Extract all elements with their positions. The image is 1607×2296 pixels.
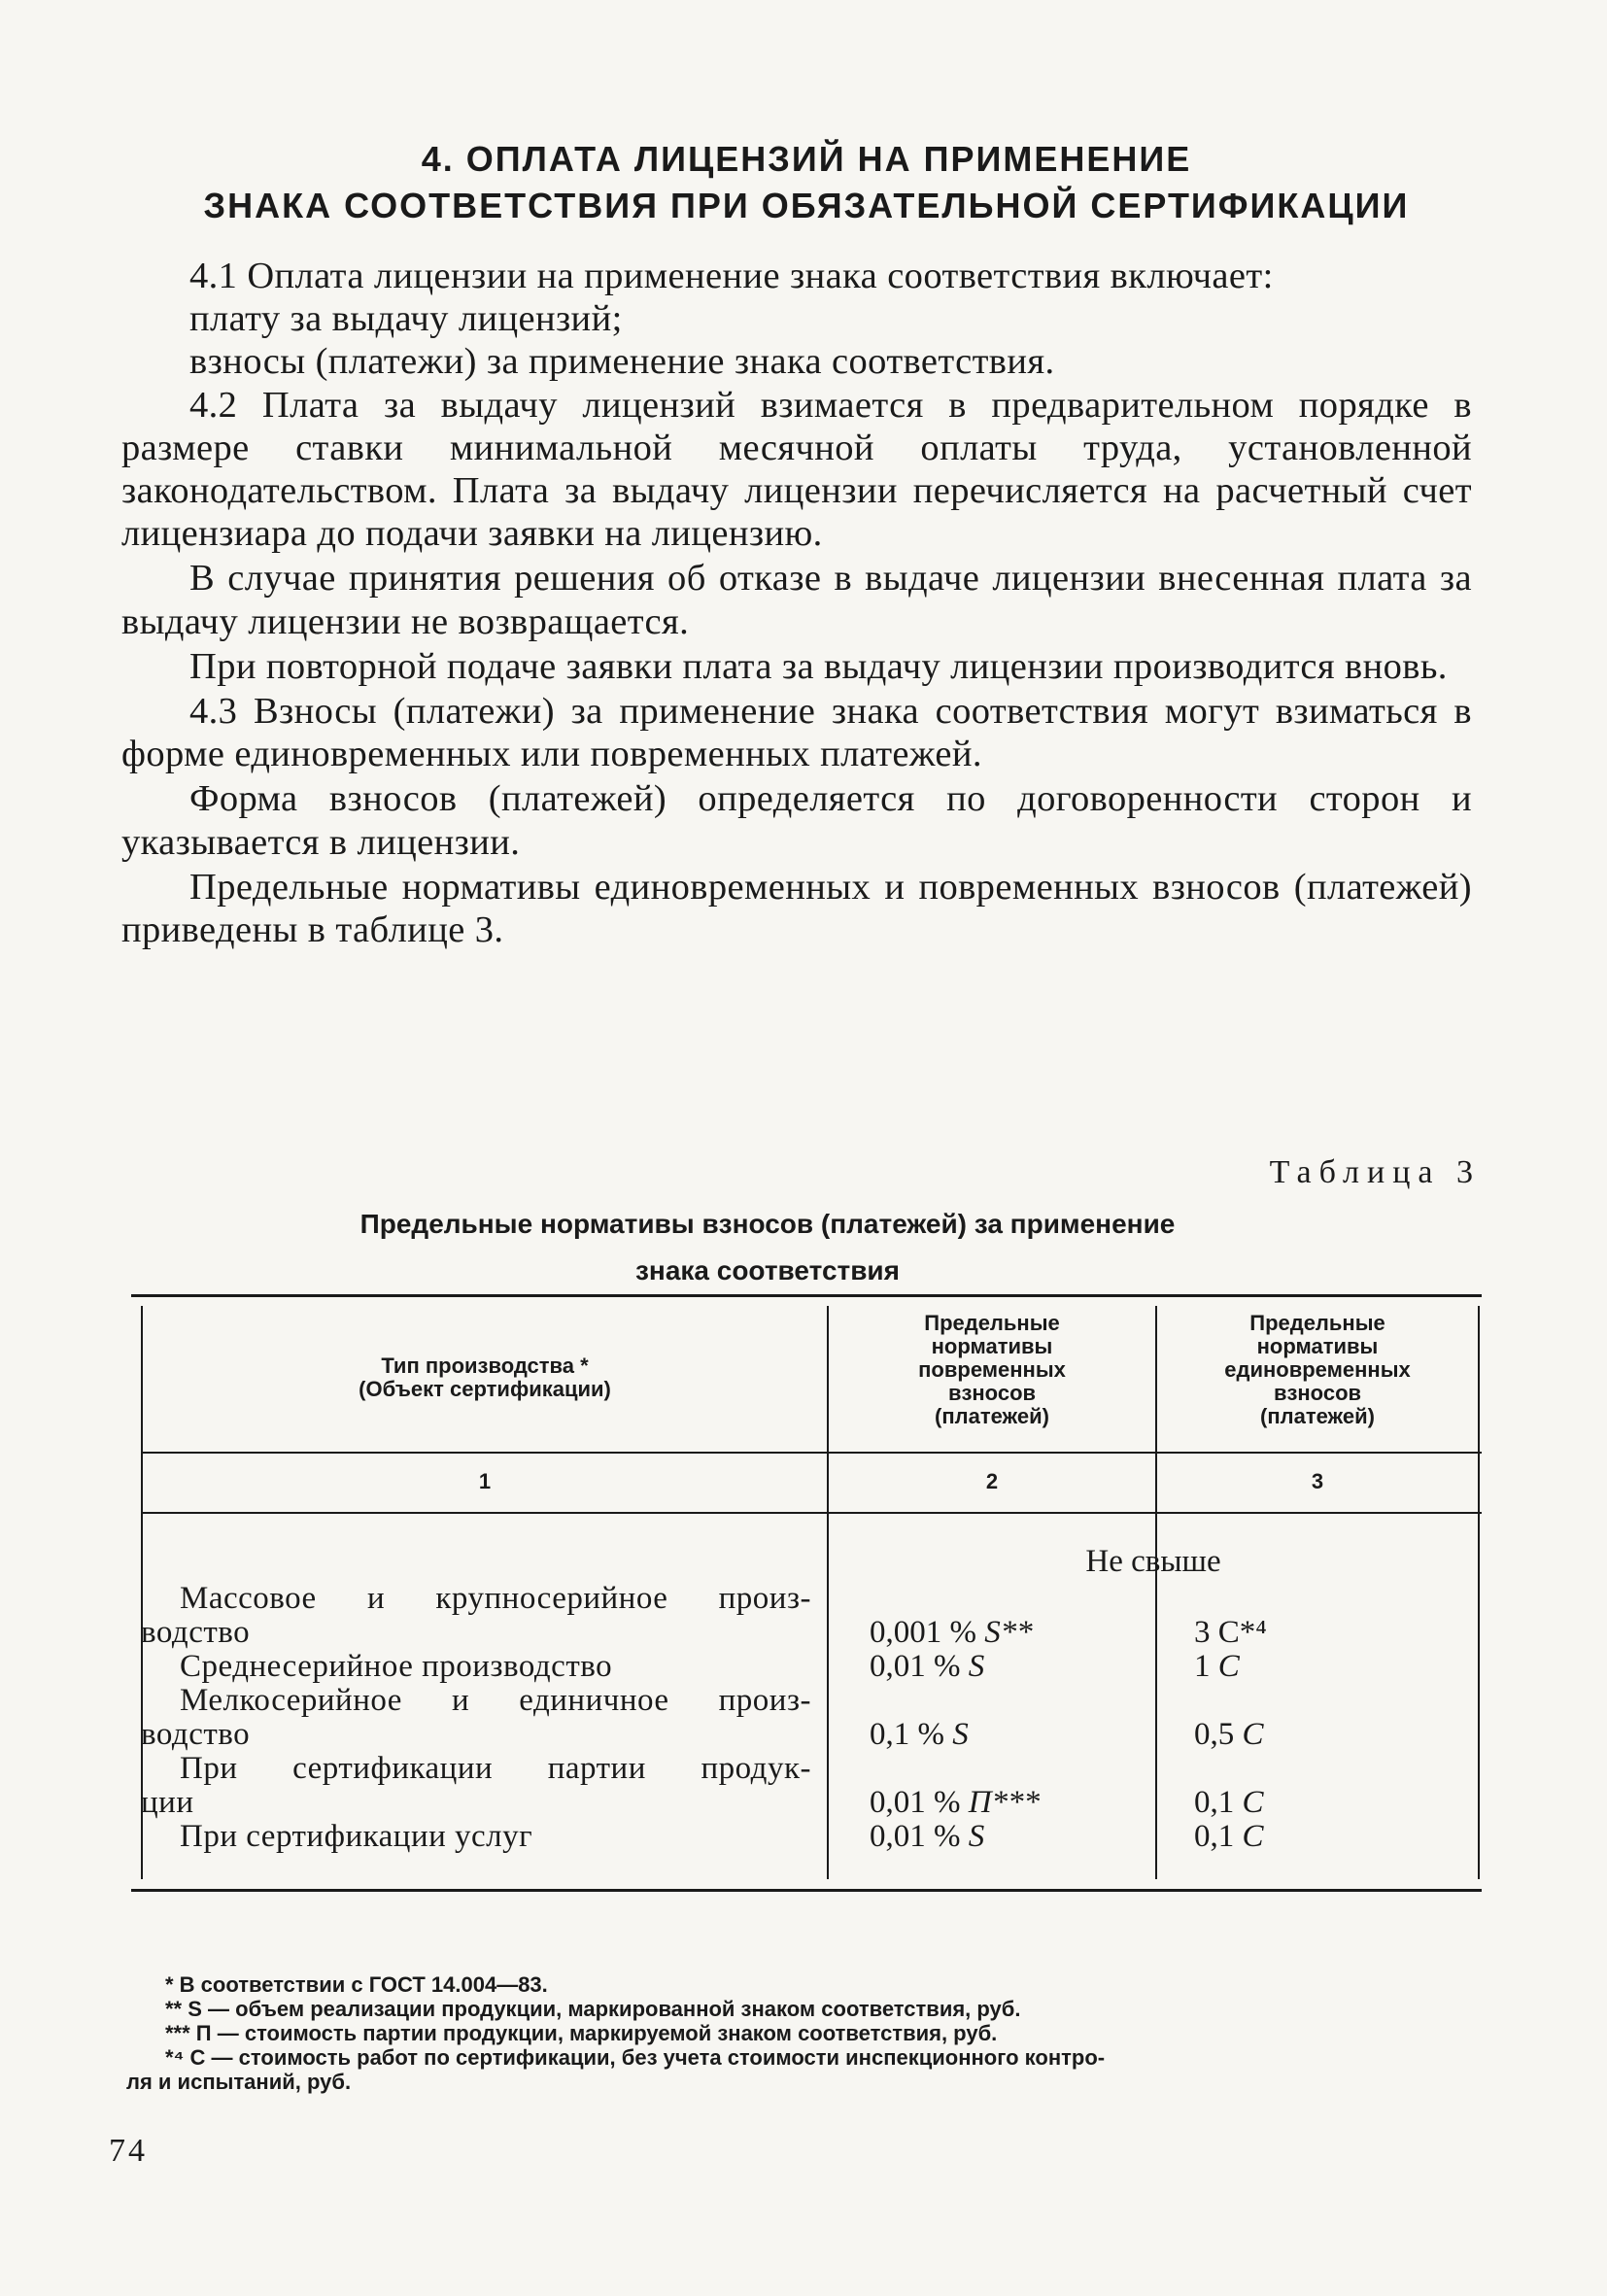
paragraph-payment-form: Форма взносов (платежей) определяется по договоренности сторон и указывается в лицензии. (121, 778, 1472, 863)
section-title-line-1: 4. ОПЛАТА ЛИЦЕНЗИЙ НА ПРИМЕНЕНИЕ (421, 139, 1192, 179)
page-number: 74 (109, 2133, 148, 2169)
table-title-line-1: Предельные нормативы взносов (платежей) за применение (359, 1209, 1176, 1239)
header-col1-line-1: Тип производства * (381, 1354, 589, 1378)
row-5-one-time-number: 0,1 (1194, 1819, 1235, 1854)
row-1-periodic-number: 0,001 % (870, 1615, 976, 1650)
body-text (121, 255, 1472, 951)
row-3-periodic-number: 0,1 % (870, 1717, 944, 1752)
row-5-type-line-1: При сертификации услуг (180, 1819, 533, 1854)
row-1-type-line-1: Массовое и крупносерийное произ- (180, 1581, 811, 1616)
header-bottom-rule (143, 1452, 1482, 1454)
header-production-type (143, 1354, 827, 1401)
row-4-periodic-number: 0,01 % (870, 1785, 961, 1820)
row-1-one-time-variable: C*⁴ (1217, 1615, 1267, 1650)
fees-table (131, 1294, 1482, 1893)
row-2-periodic-number: 0,01 % (870, 1649, 961, 1684)
column-number-2: 2 (985, 1469, 999, 1493)
header-col3-line-3: единовременных (1224, 1357, 1411, 1382)
table-title (243, 1201, 1292, 1294)
table-row (141, 1650, 811, 1684)
row-5-one-time-variable: C (1242, 1819, 1264, 1854)
row-4-periodic-value (870, 1786, 1040, 1820)
row-5-periodic-number: 0,01 % (870, 1819, 961, 1854)
table-title-line-2: знака соответствия (634, 1255, 900, 1285)
header-col2-line-4: взносов (947, 1381, 1037, 1405)
row-2-one-time-number: 1 (1194, 1649, 1211, 1684)
table-row (141, 1820, 811, 1854)
paragraph-payments-item: взносы (платежи) за применение знака соответствия. (189, 341, 1055, 383)
paragraph-4-2: 4.2 Плата за выдачу лицензий взимается в предварительном порядке в размере ставки минимальной месячной оплаты труда, установленной законодательством. Плата за выдачу лицензии перечисляется на расчетный счет лицензиара до подачи заявки на лицензию. (121, 384, 1472, 555)
row-4-type-line-2: ции (141, 1785, 194, 1820)
column-number-3: 3 (1311, 1469, 1324, 1493)
row-1-periodic-variable: S** (984, 1615, 1033, 1650)
paragraph-4-3: 4.3 Взносы (платежи) за применение знака соответствия могут взиматься в форме единовременных или повременных платежей. (121, 691, 1472, 775)
footnotes (126, 1972, 1487, 2094)
row-5-periodic-variable: S (968, 1819, 985, 1854)
header-periodic-payments (829, 1312, 1155, 1428)
header-col2-line-1: Предельные (924, 1311, 1060, 1335)
row-4-one-time-variable: C (1242, 1785, 1264, 1820)
table-row (141, 1582, 811, 1650)
row-2-periodic-value (870, 1650, 984, 1684)
header-col2-line-2: нормативы (931, 1334, 1053, 1358)
section-heading (136, 136, 1477, 229)
footnote-2: ** S — объем реализации продукции, маркированной знаком соответствия, руб. (165, 1997, 1021, 2021)
row-4-type-line-1: При сертификации партии продук- (180, 1751, 811, 1786)
header-col3-line-4: взносов (1273, 1381, 1362, 1405)
header-one-time-payments (1157, 1312, 1478, 1428)
not-more-than-note: Не свыше (1085, 1544, 1221, 1579)
paragraph-table-reference: Предельные нормативы единовременных и повременных взносов (платежей) приведены в таблице 3. (121, 866, 1472, 951)
row-3-one-time-number: 0,5 (1194, 1717, 1235, 1752)
row-3-one-time-value (1194, 1718, 1264, 1752)
paragraph-license-fee-item: плату за выдачу лицензий; (189, 298, 623, 340)
row-5-one-time-value (1194, 1820, 1264, 1854)
section-title-line-2: ЗНАКА СООТВЕТСТВИЯ ПРИ ОБЯЗАТЕЛЬНОЙ СЕРТИФИКАЦИИ (203, 186, 1410, 225)
row-1-one-time-number: 3 (1194, 1615, 1211, 1650)
row-3-type-line-2: водство (141, 1717, 251, 1752)
table-bottom-rule (131, 1889, 1482, 1892)
paragraph-refusal: В случае принятия решения об отказе в выдаче лицензии внесенная плата за выдачу лицензии не возвращается. (121, 558, 1472, 642)
footnote-4: *⁴ C — стоимость работ по сертификации, без учета стоимости инспекционного контро- (165, 2045, 1106, 2070)
table-row (141, 1684, 811, 1752)
header-col2-line-5: (платежей) (935, 1404, 1049, 1428)
footnote-1: * В соответствии с ГОСТ 14.004—83. (165, 1972, 548, 1997)
row-3-type-line-1: Мелкосерийное и единичное произ- (180, 1683, 811, 1718)
column-number-1: 1 (478, 1469, 492, 1493)
column-numbers-bottom-rule (143, 1512, 1482, 1514)
footnote-3: *** П — стоимость партии продукции, маркируемой знаком соответствия, руб. (165, 2021, 998, 2045)
table-top-rule (131, 1294, 1482, 1297)
header-col1-line-2: (Объект сертификации) (359, 1377, 611, 1401)
footnote-4-continued: ля и испытаний, руб. (126, 2070, 352, 2094)
row-5-periodic-value (870, 1820, 984, 1854)
row-4-one-time-value (1194, 1786, 1264, 1820)
row-3-periodic-variable: S (952, 1717, 969, 1752)
row-3-periodic-value (870, 1718, 969, 1752)
row-4-periodic-variable: П*** (968, 1785, 1041, 1820)
row-2-one-time-variable: C (1217, 1649, 1240, 1684)
row-1-type-line-2: водство (141, 1615, 251, 1650)
table-right-border (1478, 1306, 1480, 1879)
row-1-periodic-value (870, 1616, 1033, 1650)
row-2-one-time-value (1194, 1650, 1240, 1684)
row-2-type-line-1: Среднесерийное производство (180, 1649, 613, 1684)
paragraph-4-1: 4.1 Оплата лицензии на применение знака соответствия включает: (189, 256, 1274, 296)
header-col3-line-1: Предельные (1249, 1311, 1385, 1335)
table-row (141, 1752, 811, 1820)
row-1-one-time-value (1194, 1616, 1267, 1650)
header-col3-line-5: (платежей) (1260, 1404, 1375, 1428)
row-4-one-time-number: 0,1 (1194, 1785, 1235, 1820)
header-col3-line-2: нормативы (1256, 1334, 1379, 1358)
row-2-periodic-variable: S (968, 1649, 985, 1684)
table-label: Таблица 3 (1269, 1154, 1481, 1190)
paragraph-resubmission: При повторной подаче заявки плата за выдачу лицензии производится вновь. (189, 645, 1448, 687)
header-col2-line-3: повременных (918, 1357, 1066, 1382)
row-3-one-time-variable: C (1242, 1717, 1264, 1752)
